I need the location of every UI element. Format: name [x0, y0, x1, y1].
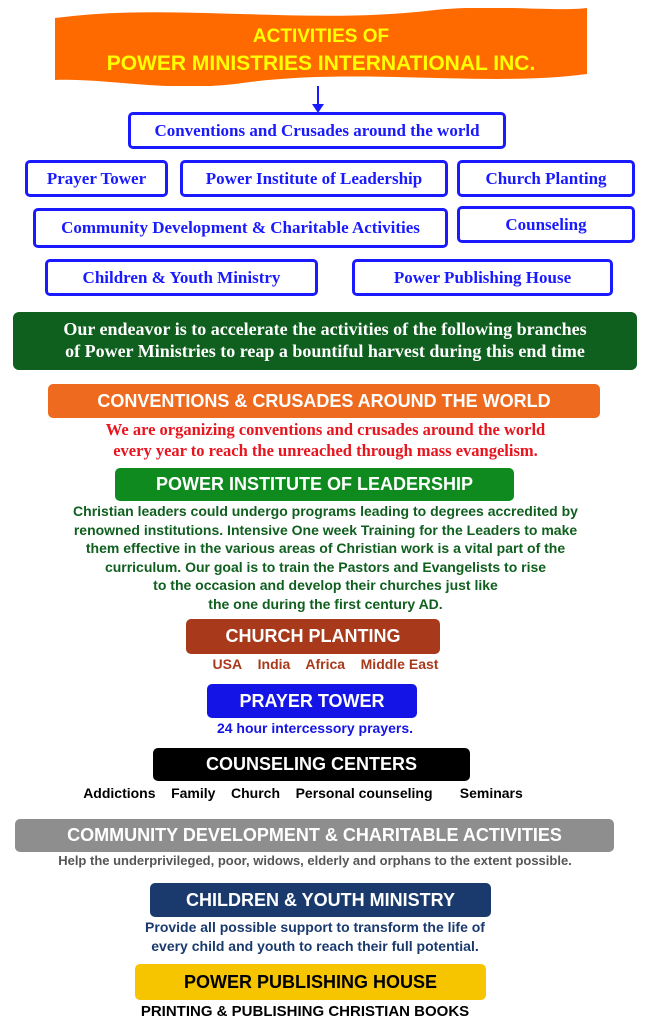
counseling-item: Personal counseling	[295, 785, 433, 801]
counseling-item: Family	[171, 785, 216, 801]
box-prayer-tower-label: Prayer Tower	[46, 168, 147, 188]
box-publishing	[352, 259, 613, 296]
section-title-children: CHILDREN & YOUTH MINISTRY	[150, 883, 491, 917]
institute-line: renowned institutions. Intensive One week Training for the Leaders to make	[73, 521, 578, 538]
children-line: every child and youth to reach their full potential.	[151, 937, 479, 954]
endeavor-line2: of Power Ministries to reap a bountiful harvest during this end time	[65, 341, 585, 361]
section-title-prayer-tower: PRAYER TOWER	[207, 684, 417, 718]
section-title-conventions: CONVENTIONS & CRUSADES AROUND THE WORLD	[48, 384, 600, 418]
box-counseling-label: Counseling	[505, 214, 587, 234]
box-publishing-label: Power Publishing House	[393, 267, 572, 287]
church-planting-regions	[0, 655, 651, 673]
region-usa: USA	[212, 656, 243, 672]
box-institute-label: Power Institute of Leadership	[205, 168, 423, 188]
region-africa: Africa	[305, 656, 346, 672]
counseling-item: Church	[231, 785, 281, 801]
institute-line: them effective in the various areas of Christian work is a vital part of the	[85, 540, 566, 556]
banner-title-line2: POWER MINISTRIES INTERNATIONAL INC.	[106, 52, 536, 75]
box-community-label: Community Development & Charitable Activities	[61, 218, 420, 237]
conventions-line: every year to reach the unreached through mass evangelism.	[113, 441, 538, 460]
conventions-line: We are organizing conventions and crusades around the world	[105, 420, 546, 439]
institute-line: Christian leaders could undergo programs leading to degrees accredited by	[73, 503, 578, 519]
region-india: India	[257, 656, 291, 672]
section-title-publishing: POWER PUBLISHING HOUSE	[135, 964, 486, 1000]
endeavor-line1: Our endeavor is to accelerate the activities of the following branches	[63, 319, 587, 339]
down-arrow-icon	[308, 86, 328, 114]
counseling-item: Seminars	[459, 785, 523, 801]
institute-line: curriculum. Our goal is to train the Pastors and Evangelists to rise	[104, 558, 547, 575]
institute-line: the one during the first century AD.	[208, 595, 443, 612]
community-description: Help the underprivileged, poor, widows, elderly and orphans to the extent possible.	[58, 853, 572, 868]
box-conventions-label: Conventions and Crusades around the world	[154, 120, 480, 140]
box-church-planting	[457, 160, 635, 197]
children-line: Provide all possible support to transform the life of	[145, 919, 485, 935]
box-church-planting-label: Church Planting	[485, 168, 607, 188]
box-children-label: Children & Youth Ministry	[82, 267, 281, 287]
prayer-tower-description: 24 hour intercessory prayers.	[216, 720, 414, 736]
section-title-church-planting: CHURCH PLANTING	[186, 619, 440, 654]
region-middle-east: Middle East	[360, 656, 439, 672]
endeavor-statement	[13, 312, 637, 370]
box-children	[45, 259, 318, 296]
section-title-institute: POWER INSTITUTE OF LEADERSHIP	[115, 468, 514, 501]
box-conventions	[128, 112, 506, 149]
counseling-items	[0, 784, 606, 802]
banner-title	[55, 24, 587, 78]
box-community	[33, 208, 448, 248]
institute-line: to the occasion and develop their churches just like	[153, 577, 498, 593]
box-counseling	[457, 206, 635, 243]
children-description	[0, 918, 630, 955]
box-institute	[180, 160, 448, 197]
publishing-description: PRINTING & PUBLISHING CHRISTIAN BOOKS	[140, 1003, 470, 1020]
institute-description	[0, 502, 651, 613]
banner-title-line1: ACTIVITIES OF	[252, 26, 390, 47]
section-title-community: COMMUNITY DEVELOPMENT & CHARITABLE ACTIVITIES	[15, 819, 614, 852]
box-prayer-tower	[25, 160, 168, 197]
section-title-counseling: COUNSELING CENTERS	[153, 748, 470, 781]
counseling-item: Addictions	[83, 785, 156, 801]
conventions-description	[0, 419, 651, 461]
